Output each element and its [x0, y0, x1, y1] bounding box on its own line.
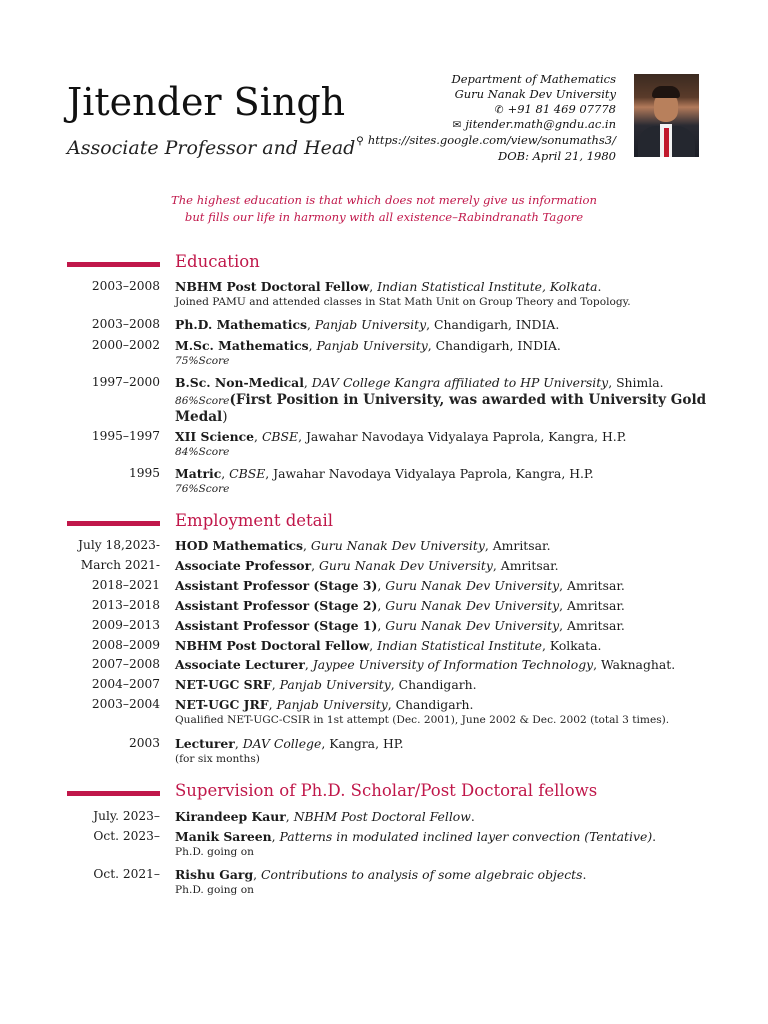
contact-phone: +91 81 469 07778 — [507, 101, 616, 116]
entry-body: NET-UGC SRF, Panjab University, Chandigarh. — [175, 677, 477, 692]
contact-department: Department of Mathematics — [451, 72, 616, 86]
entry-date: 2009–2013 — [91, 618, 160, 632]
entry-date: 2008–2009 — [91, 638, 160, 652]
entry-body: HOD Mathematics, Guru Nanak Dev University, Amritsar. — [175, 538, 551, 553]
entry-date: 1995 — [128, 466, 160, 480]
contact-email[interactable]: jitender.math@gndu.ac.in — [465, 117, 616, 132]
entry-body: Rishu Garg, Contributions to analysis of some algebraic objects. Ph.D. going on — [175, 867, 715, 897]
entry-date: 2018–2021 — [91, 578, 160, 592]
entry-date: March 2021- — [80, 558, 160, 572]
motto-quote — [0, 192, 768, 226]
section-title: Employment detail — [175, 511, 334, 530]
entry-body: Assistant Professor (Stage 3), Guru Nanak Dev University, Amritsar. — [175, 578, 625, 593]
contact-email-row[interactable] — [356, 117, 616, 133]
entry-body: Ph.D. Mathematics, Panjab University, Chandigarh, INDIA. — [175, 317, 560, 332]
entry-date: Oct. 2023– — [93, 829, 160, 843]
entry-note: 75%Score — [175, 355, 230, 367]
entry-date: 2013–2018 — [91, 598, 160, 612]
entry-date: July. 2023– — [93, 809, 160, 823]
entry-body: M.Sc. Mathematics, Panjab University, Chandigarh, INDIA. 75%Score — [175, 338, 561, 367]
entry-body: Assistant Professor (Stage 2), Guru Nanak Dev University, Amritsar. — [175, 598, 625, 613]
section-title: Supervision of Ph.D. Scholar/Post Doctoral fellows — [175, 781, 598, 800]
entry-body: B.Sc. Non-Medical, DAV College Kangra affiliated to HP University, Shimla. 86%Score(First Position in University, was awarded with University Gold Medal) — [175, 375, 707, 425]
entry-date: 2000–2002 — [91, 338, 160, 352]
contact-website[interactable]: https://sites.google.com/view/sonumaths3/ — [367, 133, 616, 148]
entry-note: Qualified NET-UGC-CSIR in 1st attempt (Dec. 2001), June 2002 & Dec. 2002 (total 3 times). — [175, 714, 670, 726]
entry-body: Associate Professor, Guru Nanak Dev University, Amritsar. — [175, 558, 559, 573]
person-name: Jitender Singh — [67, 80, 346, 124]
globe-icon: ⚲ — [356, 135, 364, 148]
contact-phone-row — [356, 102, 616, 118]
envelope-icon: ✉ — [452, 119, 462, 132]
quote-line-2: but fills our life in harmony with all existence–Rabindranath Tagore — [184, 210, 584, 224]
entry-note: 76%Score — [175, 483, 230, 495]
entry-date: 1995–1997 — [91, 429, 160, 443]
section-supervision-heading — [67, 783, 667, 803]
quote-line-1: The highest education is that which does not merely give us information — [170, 193, 597, 207]
entry-date: 1997–2000 — [91, 375, 160, 389]
entry-note: Ph.D. going on — [175, 884, 254, 896]
section-rule — [67, 521, 160, 526]
person-role: Associate Professor and Head — [67, 137, 356, 159]
gold-medal-note: (First Position in University, was awarded with University Gold Medal — [175, 392, 707, 425]
entry-note: Joined PAMU and attended classes in Stat Math Unit on Group Theory and Topology. — [175, 296, 631, 308]
entry-body: Assistant Professor (Stage 1), Guru Nanak Dev University, Amritsar. — [175, 618, 625, 633]
section-employment-heading — [67, 513, 667, 533]
entry-body: NBHM Post Doctoral Fellow, Indian Statistical Institute, Kolkata. Joined PAMU and attended classes in Stat Math Unit on Group Theory and Topology. — [175, 279, 715, 309]
entry-date: 2003–2008 — [91, 317, 160, 331]
contact-block — [356, 72, 616, 164]
contact-dob: DOB: April 21, 1980 — [497, 148, 616, 163]
entry-date: 2003 — [128, 736, 160, 750]
entry-body: Associate Lecturer, Jaypee University of Information Technology, Waknaghat. — [175, 657, 676, 672]
entry-body: Lecturer, DAV College, Kangra, HP. (for six months) — [175, 736, 715, 766]
entry-body: NET-UGC JRF, Panjab University, Chandigarh. Qualified NET-UGC-CSIR in 1st attempt (Dec. 2001), June 2002 & Dec. 2002 (total 3 times). — [175, 697, 715, 727]
entry-note-score: 86%Score — [175, 395, 230, 407]
entry-body: XII Science, CBSE, Jawahar Navodaya Vidyalaya Paprola, Kangra, H.P. 84%Score — [175, 429, 627, 458]
section-rule — [67, 791, 160, 796]
entry-date: 2004–2007 — [91, 677, 160, 691]
contact-university: Guru Nanak Dev University — [454, 86, 616, 101]
section-education-heading — [67, 254, 667, 274]
entry-body: NBHM Post Doctoral Fellow, Indian Statistical Institute, Kolkata. — [175, 638, 602, 653]
section-rule — [67, 262, 160, 267]
phone-icon: ✆ — [494, 103, 504, 116]
section-title: Education — [175, 252, 260, 271]
contact-website-row[interactable] — [356, 133, 616, 149]
entry-note: (for six months) — [175, 753, 260, 765]
entry-date: 2003–2008 — [91, 279, 160, 293]
entry-body: Kirandeep Kaur, NBHM Post Doctoral Fellow. — [175, 809, 475, 824]
entry-date: 2003–2004 — [91, 697, 160, 711]
entry-date: Oct. 2021– — [93, 867, 160, 881]
profile-photo — [634, 74, 699, 157]
entry-date: July 18,2023- — [78, 538, 160, 552]
entry-body: Matric, CBSE, Jawahar Navodaya Vidyalaya Paprola, Kangra, H.P. 76%Score — [175, 466, 594, 495]
entry-body: Manik Sareen, Patterns in modulated inclined layer convection (Tentative). Ph.D. going on — [175, 829, 715, 859]
entry-note: Ph.D. going on — [175, 846, 254, 858]
entry-date: 2007–2008 — [91, 657, 160, 671]
entry-note: 84%Score — [175, 446, 230, 458]
